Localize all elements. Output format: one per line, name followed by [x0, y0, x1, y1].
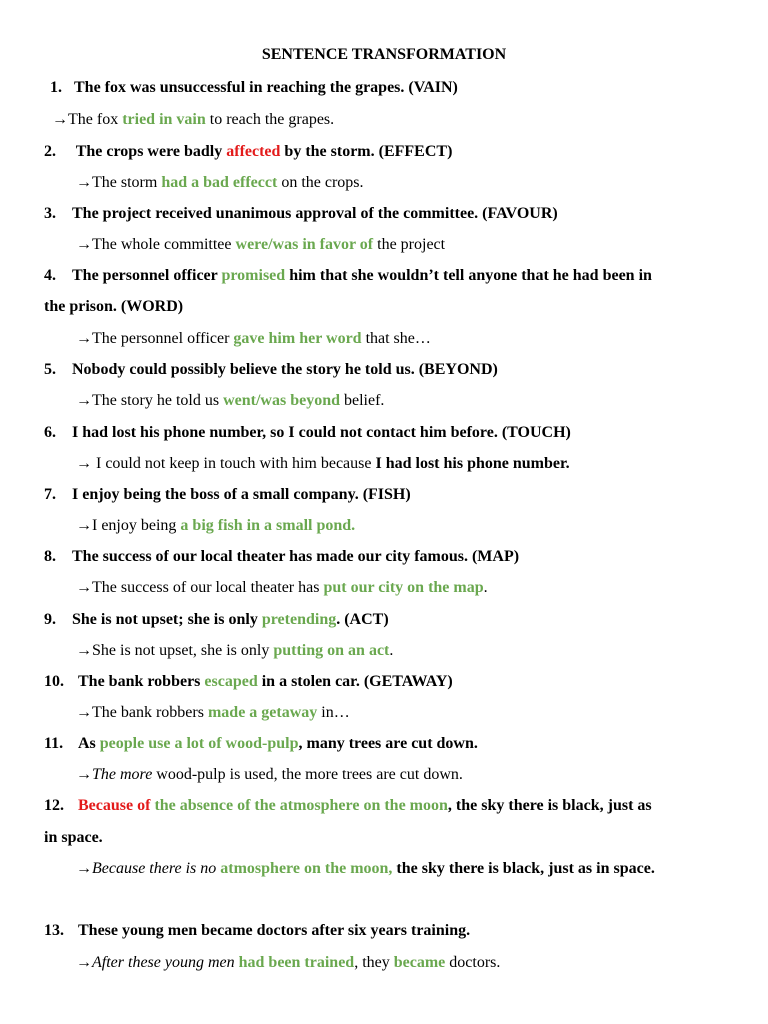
- arrow-icon: →: [76, 330, 92, 347]
- question-number: 5.: [44, 361, 56, 378]
- answer-11: →The more wood-pulp is used, the more trees are cut down.: [76, 766, 463, 783]
- question-number: 9.: [44, 611, 56, 628]
- arrow-icon: →: [76, 766, 92, 783]
- question-12: 12. Because of the absence of the atmosphere on the moon, the sky there is black, just as: [44, 797, 652, 814]
- arrow-icon: →: [76, 860, 92, 877]
- answer-1: →The fox tried in vain to reach the grapes.: [52, 111, 335, 128]
- question-3: 3. The project received unanimous approval of the committee. (FAVOUR): [44, 205, 558, 222]
- arrow-icon: →: [76, 954, 92, 971]
- question-5: 5. Nobody could possibly believe the story he told us. (BEYOND): [44, 361, 498, 378]
- question-number: 2.: [44, 143, 56, 160]
- question-10: 10. The bank robbers escaped in a stolen car. (GETAWAY): [44, 673, 453, 690]
- question-6: 6. I had lost his phone number, so I could not contact him before. (TOUCH): [44, 424, 571, 441]
- question-number: 10.: [44, 673, 64, 690]
- question-9: 9. She is not upset; she is only pretending. (ACT): [44, 611, 389, 628]
- question-number: 12.: [44, 797, 64, 814]
- question-number: 8.: [44, 548, 56, 565]
- arrow-icon: →: [76, 579, 92, 596]
- question-12-continued: in space.: [44, 829, 103, 846]
- question-2: 2. The crops were badly affected by the storm. (EFFECT): [44, 143, 453, 160]
- answer-8: →The success of our local theater has put our city on the map.: [76, 579, 488, 596]
- question-4-continued: the prison. (WORD): [44, 298, 184, 315]
- answer-6: → I could not keep in touch with him because I had lost his phone number.: [76, 455, 570, 472]
- question-number: 11.: [44, 735, 64, 752]
- arrow-icon: →: [76, 236, 92, 253]
- arrow-icon: →: [76, 642, 92, 659]
- question-13: 13. These young men became doctors after six years training.: [44, 922, 471, 939]
- answer-7: →I enjoy being a big fish in a small pond.: [76, 517, 356, 534]
- question-8: 8. The success of our local theater has made our city famous. (MAP): [44, 548, 520, 565]
- document-title: SENTENCE TRANSFORMATION: [261, 46, 507, 63]
- arrow-icon: →: [76, 455, 92, 472]
- question-11: 11. As people use a lot of wood-pulp, many trees are cut down.: [44, 735, 478, 752]
- answer-13: →After these young men had been trained, they became doctors.: [76, 954, 501, 971]
- answer-5: →The story he told us went/was beyond belief.: [76, 392, 385, 409]
- question-number: 3.: [44, 205, 56, 222]
- question-7: 7. I enjoy being the boss of a small company. (FISH): [44, 486, 411, 503]
- question-number: 7.: [44, 486, 56, 503]
- answer-12: →Because there is no atmosphere on the moon, the sky there is black, just as in space.: [76, 860, 655, 877]
- question-number: 1.: [50, 79, 62, 96]
- arrow-icon: →: [76, 392, 92, 409]
- answer-3: →The whole committee were/was in favor of the project: [76, 236, 446, 253]
- question-number: 6.: [44, 424, 56, 441]
- answer-9: →She is not upset, she is only putting on an act.: [76, 642, 394, 659]
- arrow-icon: →: [52, 111, 68, 128]
- question-4: 4. The personnel officer promised him that she wouldn’t tell anyone that he had been in: [44, 267, 652, 284]
- question-1: 1. The fox was unsuccessful in reaching the grapes. (VAIN): [44, 78, 734, 98]
- question-number: 13.: [44, 922, 64, 939]
- arrow-icon: →: [76, 517, 92, 534]
- arrow-icon: →: [76, 174, 92, 191]
- question-number: 4.: [44, 267, 56, 284]
- answer-4: →The personnel officer gave him her word that she…: [76, 330, 431, 347]
- answer-2: →The storm had a bad effecct on the crops.: [76, 174, 364, 191]
- answer-10: →The bank robbers made a getaway in…: [76, 704, 350, 721]
- arrow-icon: →: [76, 704, 92, 721]
